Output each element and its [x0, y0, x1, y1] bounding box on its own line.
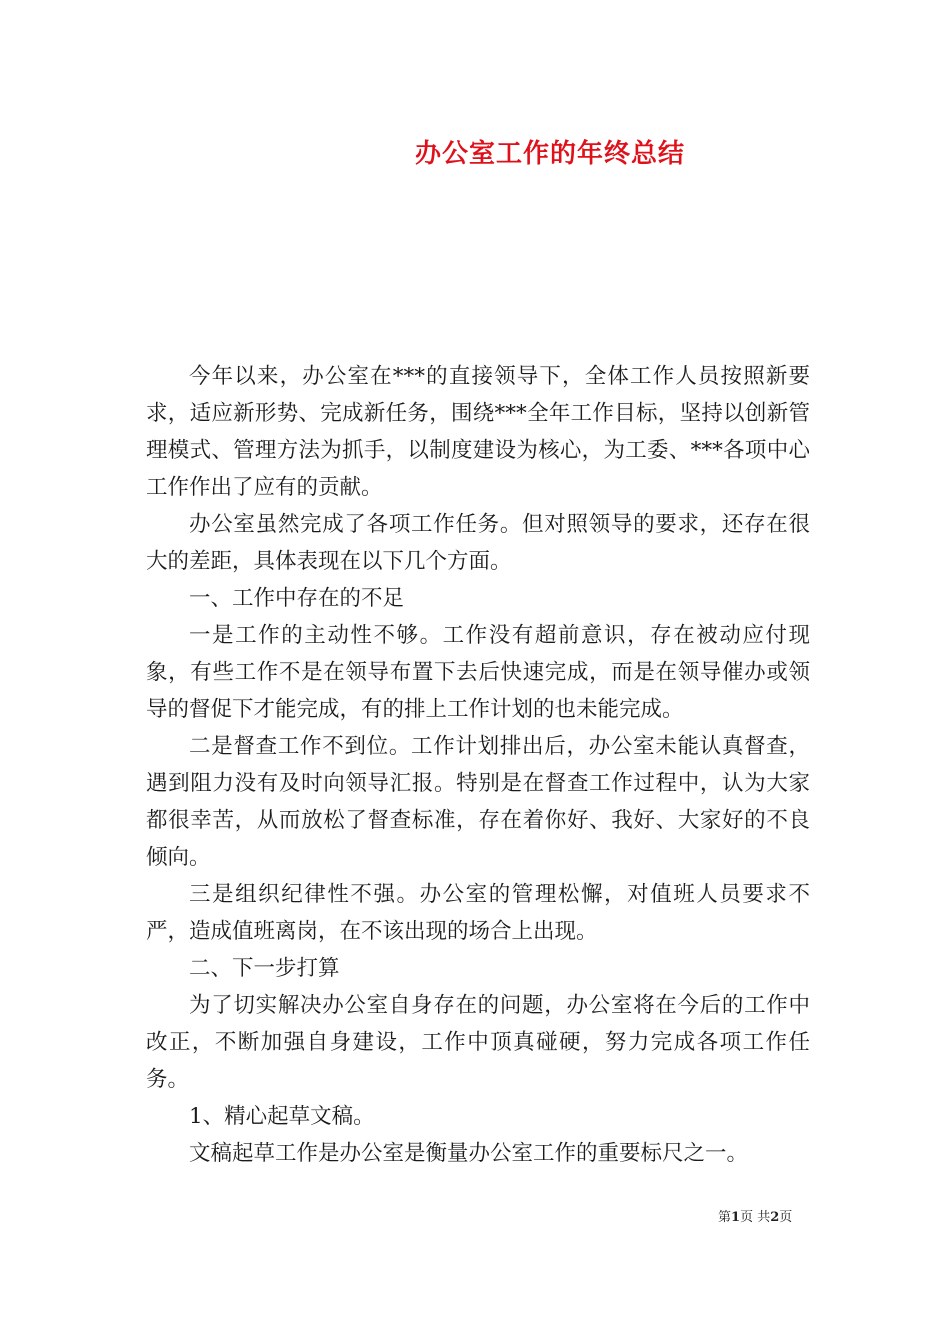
- section-heading-next-steps: 二、下一步打算: [189, 956, 340, 981]
- page-footer: [718, 1206, 792, 1225]
- paragraph-summary: 办公室虽然完成了各项工作任务。但对照领导的要求，还存在很大的差距，具体表现在以下几个方面。: [146, 512, 810, 574]
- paragraph-plan: 为了切实解决办公室自身存在的问题，办公室将在今后的工作中改正，不断加强自身建设，工作中顶真碰硬，努力完成各项工作任务。: [146, 993, 810, 1092]
- footer-suffix: 页: [779, 1210, 793, 1225]
- paragraph-point-2: 二是督查工作不到位。工作计划排出后，办公室未能认真督查，遇到阻力没有及时向领导汇报。特别是在督查工作过程中，认为大家都很幸苦，从而放松了督查标准，存在着你好、我好、大家好的不良倾向。: [146, 734, 810, 870]
- paragraph-drafting: 文稿起草工作是办公室是衡量办公室工作的重要标尺之一。: [189, 1141, 749, 1166]
- document-title: 办公室工作的年终总结: [414, 139, 685, 169]
- subheading-drafting: 1、精心起草文稿。: [189, 1104, 375, 1129]
- section-heading-shortcomings: 一、工作中存在的不足: [189, 586, 405, 611]
- paragraph-point-3: 三是组织纪律性不强。办公室的管理松懈，对值班人员要求不严，造成值班离岗，在不该出现的场合上出现。: [146, 882, 810, 944]
- footer-prefix: 第: [718, 1210, 732, 1225]
- footer-middle: 页 共: [740, 1210, 771, 1225]
- paragraph-intro: 今年以来，办公室在***的直接领导下，全体工作人员按照新要求，适应新形势、完成新任务，围绕***全年工作目标，坚持以创新管理模式、管理方法为抓手，以制度建设为核心，为工委、***各项中心工作作出了应有的贡献。: [146, 364, 810, 500]
- footer-current-page: 1: [731, 1210, 741, 1225]
- footer-total-pages: 2: [770, 1210, 780, 1225]
- paragraph-point-1: 一是工作的主动性不够。工作没有超前意识，存在被动应付现象，有些工作不是在领导布置下去后快速完成，而是在领导催办或领导的督促下才能完成，有的排上工作计划的也未能完成。: [146, 623, 810, 722]
- document-body: [146, 358, 810, 1172]
